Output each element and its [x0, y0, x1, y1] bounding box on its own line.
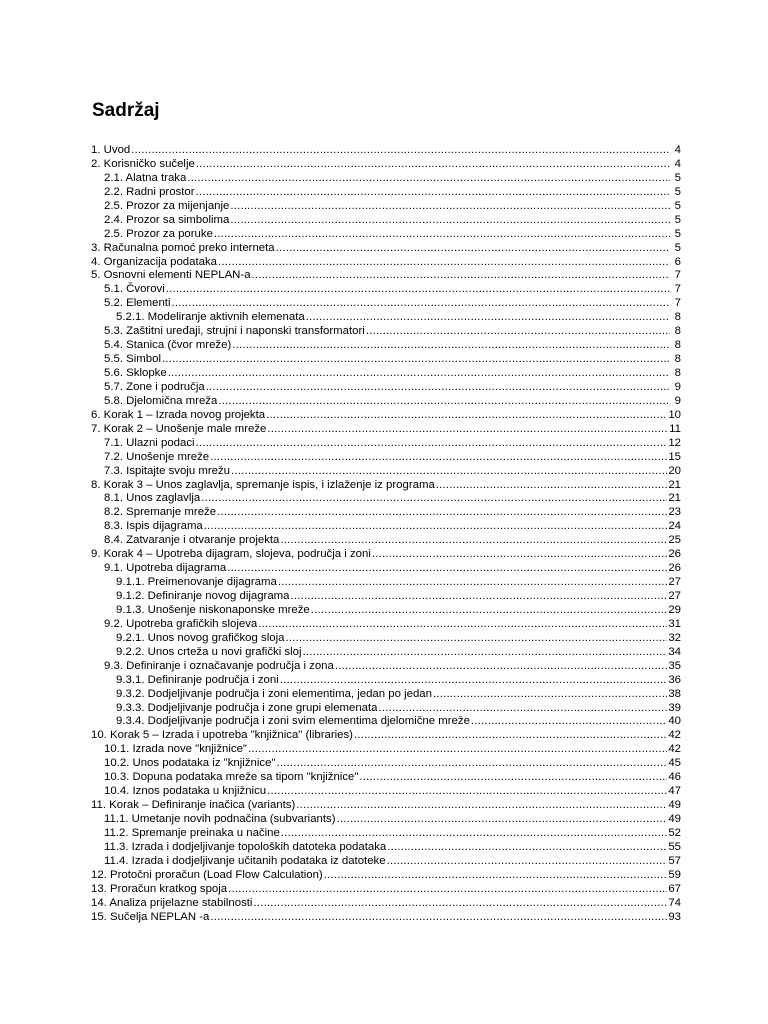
toc-entry-page-number: 4: [674, 144, 681, 156]
toc-entry-title: 2. Korisničko sučelje: [91, 157, 195, 170]
toc-entry-title: 9.1.3. Unošenje niskonaponske mreže: [116, 603, 310, 616]
toc-dot-leader: [232, 339, 670, 353]
toc-entry[interactable]: [91, 228, 681, 242]
toc-dot-leader: [306, 311, 670, 325]
toc-entry[interactable]: [91, 729, 681, 743]
toc-entry-title: 9.3.2. Dodjeljivanje područja i zoni elementima, jedan po jedan: [116, 687, 432, 700]
toc-entry-page-number: 35: [668, 659, 681, 672]
toc-entry[interactable]: [91, 534, 681, 548]
toc-entry-title: 9. Korak 4 – Upotreba dijagram, slojeva, područja i zoni: [91, 548, 371, 561]
toc-dot-leader: [433, 688, 667, 702]
toc-dot-leader: [296, 799, 667, 813]
toc-dot-leader: [291, 590, 668, 604]
toc-dot-leader: [311, 604, 668, 618]
toc-entry-page-number: 15: [668, 450, 681, 463]
toc-dot-leader: [303, 646, 668, 660]
toc-entry[interactable]: [91, 646, 681, 660]
toc-dot-leader: [217, 506, 667, 520]
toc-entry-title: 10.2. Unos podataka iz "knjižnice": [104, 757, 276, 770]
toc-entry-title: 1. Uvod: [91, 144, 131, 156]
toc-dot-leader: [230, 200, 670, 214]
toc-entry-title: 7. Korak 2 – Unošenje male mreže: [91, 422, 267, 435]
toc-entry-page-number: 29: [668, 603, 681, 616]
toc-entry[interactable]: [91, 660, 681, 674]
toc-entry-title: 8.2. Spremanje mreže: [104, 506, 217, 519]
toc-entry-title: 5.5. Simbol: [104, 353, 161, 366]
toc-entry-page-number: 46: [668, 771, 681, 784]
toc-dot-leader: [201, 492, 667, 506]
toc-entry[interactable]: [91, 911, 681, 925]
toc-dot-leader: [187, 172, 670, 186]
toc-entry[interactable]: [91, 395, 681, 409]
toc-entry-page-number: 74: [668, 896, 681, 909]
toc-dot-leader: [166, 283, 670, 297]
toc-entry-title: 9.3.3. Dodjeljivanje područja i zone grupi elemenata: [116, 701, 378, 714]
toc-entry-page-number: 7: [674, 283, 681, 296]
toc-entry-page-number: 8: [674, 353, 681, 366]
toc-entry-title: 8.4. Zatvaranje i otvaranje projekta: [104, 534, 280, 547]
toc-entry-title: 5.1. Čvorovi: [104, 283, 165, 296]
toc-dot-leader: [278, 576, 668, 590]
toc-entry-page-number: 31: [668, 617, 681, 630]
toc-entry[interactable]: [91, 771, 681, 785]
toc-dot-leader: [228, 883, 667, 897]
toc-entry[interactable]: [91, 283, 681, 297]
toc-entry-page-number: 27: [668, 576, 681, 589]
toc-entry-title: 5. Osnovni elementi NEPLAN-a: [91, 269, 251, 282]
toc-entry-title: 9.2. Upotreba grafičkih slojeva: [104, 617, 258, 630]
toc-dot-leader: [252, 269, 670, 283]
toc-entry[interactable]: [91, 618, 681, 632]
toc-entry-page-number: 11: [669, 422, 681, 435]
toc-entry-title: 2.1. Alatna traka: [104, 171, 187, 184]
toc-entry-title: 5.4. Stanica (čvor mreže): [104, 339, 232, 352]
toc-entry[interactable]: [91, 604, 681, 618]
toc-dot-leader: [231, 465, 667, 479]
toc-entry-page-number: 5: [674, 227, 681, 240]
toc-entry[interactable]: [91, 242, 681, 256]
toc-entry[interactable]: [91, 590, 681, 604]
toc-entry[interactable]: [91, 715, 681, 729]
toc-dot-leader: [354, 729, 667, 743]
toc-dot-leader: [171, 297, 670, 311]
toc-dot-leader: [379, 702, 668, 716]
toc-entry-title: 12. Protočni proračun (Load Flow Calculation): [91, 868, 323, 881]
toc-dot-leader: [258, 618, 667, 632]
toc-entry[interactable]: [91, 576, 681, 590]
toc-entry-page-number: 40: [668, 715, 681, 728]
toc-entry[interactable]: [91, 339, 681, 353]
toc-dot-leader: [214, 228, 670, 242]
toc-entry[interactable]: [91, 311, 681, 325]
toc-dot-leader: [276, 242, 670, 256]
toc-entry[interactable]: [91, 702, 681, 716]
toc-entry[interactable]: [91, 869, 681, 883]
toc-entry[interactable]: [91, 799, 681, 813]
toc-dot-leader: [281, 827, 668, 841]
toc-dot-leader: [204, 520, 668, 534]
toc-entry[interactable]: [91, 743, 681, 757]
toc-entry-title: 9.1. Upotreba dijagrama: [104, 562, 227, 575]
toc-dot-leader: [131, 144, 670, 158]
toc-entry[interactable]: [91, 841, 681, 855]
toc-entry-title: 7.2. Unošenje mreže: [104, 450, 210, 463]
toc-entry[interactable]: [91, 172, 681, 186]
toc-entry-title: 5.8. Djelomična mreža: [104, 394, 218, 407]
toc-dot-leader: [210, 911, 667, 925]
toc-dot-leader: [366, 325, 670, 339]
toc-dot-leader: [324, 869, 668, 883]
page-title: Sadržaj: [92, 100, 160, 121]
toc-dot-leader: [168, 367, 670, 381]
toc-entry-page-number: 20: [668, 464, 681, 477]
toc-dot-leader: [227, 562, 667, 576]
toc-entry-page-number: 5: [674, 185, 681, 198]
toc-entry-title: 11.3. Izrada i dodjeljivanje topoloških datoteka podataka: [104, 840, 387, 853]
toc-entry-title: 11. Korak – Definiranje inačica (variants): [91, 799, 296, 812]
toc-entry-title: 9.3.1. Definiranje područja i zoni: [116, 673, 279, 686]
toc-dot-leader: [372, 548, 667, 562]
toc-dot-leader: [280, 534, 667, 548]
toc-entry-title: 5.7. Zone i područja: [104, 380, 205, 393]
toc-entry-title: 10.1. Izrada nove "knjižnice": [104, 743, 247, 756]
toc-entry-page-number: 4: [674, 157, 681, 170]
toc-dot-leader: [218, 256, 670, 270]
toc-entry-page-number: 93: [668, 910, 681, 923]
toc-entry-title: 8. Korak 3 – Unos zaglavlja, spremanje ispis, i izlaženje iz programa: [91, 478, 435, 491]
toc-entry[interactable]: [91, 855, 681, 869]
toc-entry-title: 10.3. Dopuna podataka mreže sa tipom "knjižnice": [104, 771, 359, 784]
toc-entry-page-number: 57: [668, 854, 681, 867]
toc-entry-page-number: 12: [668, 436, 681, 449]
toc-entry[interactable]: [91, 757, 681, 771]
toc-entry[interactable]: [91, 562, 681, 576]
toc-entry-title: 2.5. Prozor za poruke: [104, 227, 213, 240]
toc-entry-page-number: 52: [668, 826, 681, 839]
table-of-contents: [91, 144, 681, 925]
toc-dot-leader: [196, 437, 668, 451]
toc-entry-page-number: 5: [674, 171, 681, 184]
toc-entry[interactable]: [91, 409, 681, 423]
toc-entry-title: 9.3.4. Dodjeljivanje područja i zoni svim elementima djelomične mreže: [116, 715, 470, 728]
toc-dot-leader: [230, 214, 670, 228]
toc-entry[interactable]: [91, 214, 681, 228]
toc-dot-leader: [436, 479, 668, 493]
toc-entry[interactable]: [91, 186, 681, 200]
toc-entry-title: 7.3. Ispitajte svoju mrežu: [104, 464, 230, 477]
toc-entry-page-number: 27: [668, 590, 681, 602]
toc-entry-page-number: 26: [668, 562, 681, 575]
toc-dot-leader: [280, 674, 668, 688]
toc-entry[interactable]: [91, 381, 681, 395]
toc-entry[interactable]: [91, 785, 681, 799]
toc-entry-page-number: 39: [668, 701, 681, 714]
toc-entry-title: 2.2. Radni prostor: [104, 185, 195, 198]
toc-entry[interactable]: [91, 423, 681, 437]
toc-dot-leader: [276, 757, 667, 771]
toc-entry-title: 2.4. Prozor sa simbolima: [104, 213, 230, 226]
toc-entry[interactable]: [91, 367, 681, 381]
toc-entry-title: 10.4. Iznos podataka u knjižnicu: [104, 785, 267, 798]
toc-entry[interactable]: [91, 158, 681, 172]
toc-entry[interactable]: [91, 465, 681, 479]
toc-entry-page-number: 45: [668, 757, 681, 770]
toc-entry-title: 9.3. Definiranje i označavanje područja i zona: [104, 659, 334, 672]
toc-entry-title: 11.2. Spremanje preinaka u načine: [104, 826, 280, 839]
toc-entry[interactable]: [91, 437, 681, 451]
toc-entry-page-number: 25: [668, 534, 681, 547]
toc-entry-title: 10. Korak 5 – Izrada i upotreba "knjižnica" (libraries): [91, 729, 353, 742]
toc-entry-page-number: 42: [668, 729, 681, 742]
toc-entry-page-number: 10: [668, 408, 681, 421]
toc-entry[interactable]: [91, 256, 681, 270]
toc-entry-page-number: 6: [674, 255, 681, 268]
toc-entry-page-number: 32: [668, 631, 681, 644]
toc-entry-title: 4. Organizacija podataka: [91, 255, 218, 268]
toc-entry-page-number: 5: [674, 241, 681, 254]
toc-entry[interactable]: [91, 492, 681, 506]
toc-dot-leader: [471, 715, 667, 729]
toc-entry-title: 3. Računalna pomoć preko interneta: [91, 241, 275, 254]
toc-entry-page-number: 5: [674, 213, 681, 226]
toc-entry[interactable]: [91, 688, 681, 702]
toc-entry-page-number: 55: [668, 840, 681, 853]
toc-dot-leader: [337, 813, 668, 827]
toc-entry[interactable]: [91, 297, 681, 311]
toc-entry-title: 5.6. Sklopke: [104, 367, 167, 379]
toc-dot-leader: [387, 841, 667, 855]
toc-entry-page-number: 38: [668, 687, 681, 700]
toc-entry[interactable]: [91, 813, 681, 827]
toc-dot-leader: [196, 158, 670, 172]
toc-entry-page-number: 34: [668, 645, 681, 658]
toc-entry[interactable]: [91, 353, 681, 367]
toc-entry-page-number: 21: [668, 478, 681, 491]
toc-entry-title: 11.4. Izrada i dodjeljivanje učitanih podataka iz datoteke: [104, 854, 386, 867]
toc-entry-page-number: 26: [668, 548, 681, 561]
toc-entry[interactable]: [91, 632, 681, 646]
toc-dot-leader: [196, 186, 670, 200]
toc-entry-title: 7.1. Ulazni podaci: [104, 436, 195, 449]
toc-entry[interactable]: [91, 200, 681, 214]
toc-entry-page-number: 8: [674, 311, 681, 324]
toc-dot-leader: [218, 395, 670, 409]
toc-dot-leader: [210, 451, 667, 465]
toc-entry-page-number: 7: [674, 269, 681, 282]
toc-entry-page-number: 49: [668, 813, 681, 825]
toc-entry-page-number: 8: [674, 339, 681, 352]
toc-dot-leader: [387, 855, 668, 869]
toc-entry-page-number: 23: [668, 506, 681, 519]
toc-entry-title: 13. Proračun kratkog spoja: [91, 882, 228, 895]
toc-dot-leader: [267, 785, 667, 799]
toc-entry[interactable]: [91, 548, 681, 562]
toc-dot-leader: [359, 771, 667, 785]
toc-entry-title: 14. Analiza prijelazne stabilnosti: [91, 896, 253, 909]
toc-entry-page-number: 8: [674, 325, 681, 338]
toc-entry-page-number: 59: [668, 868, 681, 881]
toc-entry-page-number: 21: [668, 492, 681, 505]
toc-entry[interactable]: [91, 506, 681, 520]
toc-dot-leader: [253, 897, 667, 911]
toc-entry-title: 5.3. Zaštitni uređaji, strujni i naponski transformatori: [104, 325, 365, 338]
toc-dot-leader: [162, 353, 670, 367]
toc-entry-title: 9.2.1. Unos novog grafičkog sloja: [116, 631, 285, 644]
toc-entry-page-number: 47: [668, 785, 681, 798]
toc-entry[interactable]: [91, 897, 681, 911]
toc-entry-title: 8.1. Unos zaglavlja: [104, 492, 201, 505]
toc-entry[interactable]: [91, 520, 681, 534]
toc-entry-page-number: 9: [674, 394, 681, 407]
toc-entry[interactable]: [91, 269, 681, 283]
toc-entry-title: 9.2.2. Unos crteža u novi grafički sloj: [116, 645, 302, 658]
toc-entry-title: 2.5. Prozor za mijenjanje: [104, 199, 230, 212]
toc-entry-title: 11.1. Umetanje novih podnačina (subvariants): [104, 813, 336, 825]
toc-entry-title: 15. Sučelja NEPLAN -a: [91, 910, 210, 923]
toc-entry[interactable]: [91, 451, 681, 465]
toc-entry[interactable]: [91, 479, 681, 493]
toc-entry-title: 5.2.1. Modeliranje aktivnih elemenata: [116, 311, 305, 324]
toc-entry-page-number: 36: [668, 673, 681, 686]
toc-entry-page-number: 7: [674, 297, 681, 310]
toc-entry-page-number: 5: [674, 199, 681, 212]
toc-dot-leader: [335, 660, 667, 674]
toc-entry-title: 9.1.1. Preimenovanje dijagrama: [116, 576, 277, 589]
toc-entry[interactable]: [91, 827, 681, 841]
toc-dot-leader: [267, 423, 668, 437]
toc-entry-page-number: 24: [668, 520, 681, 533]
toc-entry[interactable]: [91, 883, 681, 897]
toc-entry-page-number: 67: [668, 882, 681, 895]
toc-dot-leader: [266, 409, 667, 423]
toc-dot-leader: [285, 632, 667, 646]
toc-entry-page-number: 42: [668, 743, 681, 756]
toc-entry-page-number: 49: [668, 799, 681, 812]
toc-dot-leader: [248, 743, 667, 757]
toc-entry-page-number: 9: [674, 380, 681, 393]
toc-entry-title: 8.3. Ispis dijagrama: [104, 520, 203, 533]
toc-entry-page-number: 8: [674, 367, 681, 379]
toc-entry[interactable]: [91, 144, 681, 158]
toc-entry-title: 6. Korak 1 – Izrada novog projekta: [91, 408, 266, 421]
toc-entry[interactable]: [91, 325, 681, 339]
toc-entry-title: 5.2. Elementi: [104, 297, 171, 310]
toc-dot-leader: [206, 381, 670, 395]
toc-entry[interactable]: [91, 674, 681, 688]
toc-entry-title: 9.1.2. Definiranje novog dijagrama: [116, 590, 290, 602]
